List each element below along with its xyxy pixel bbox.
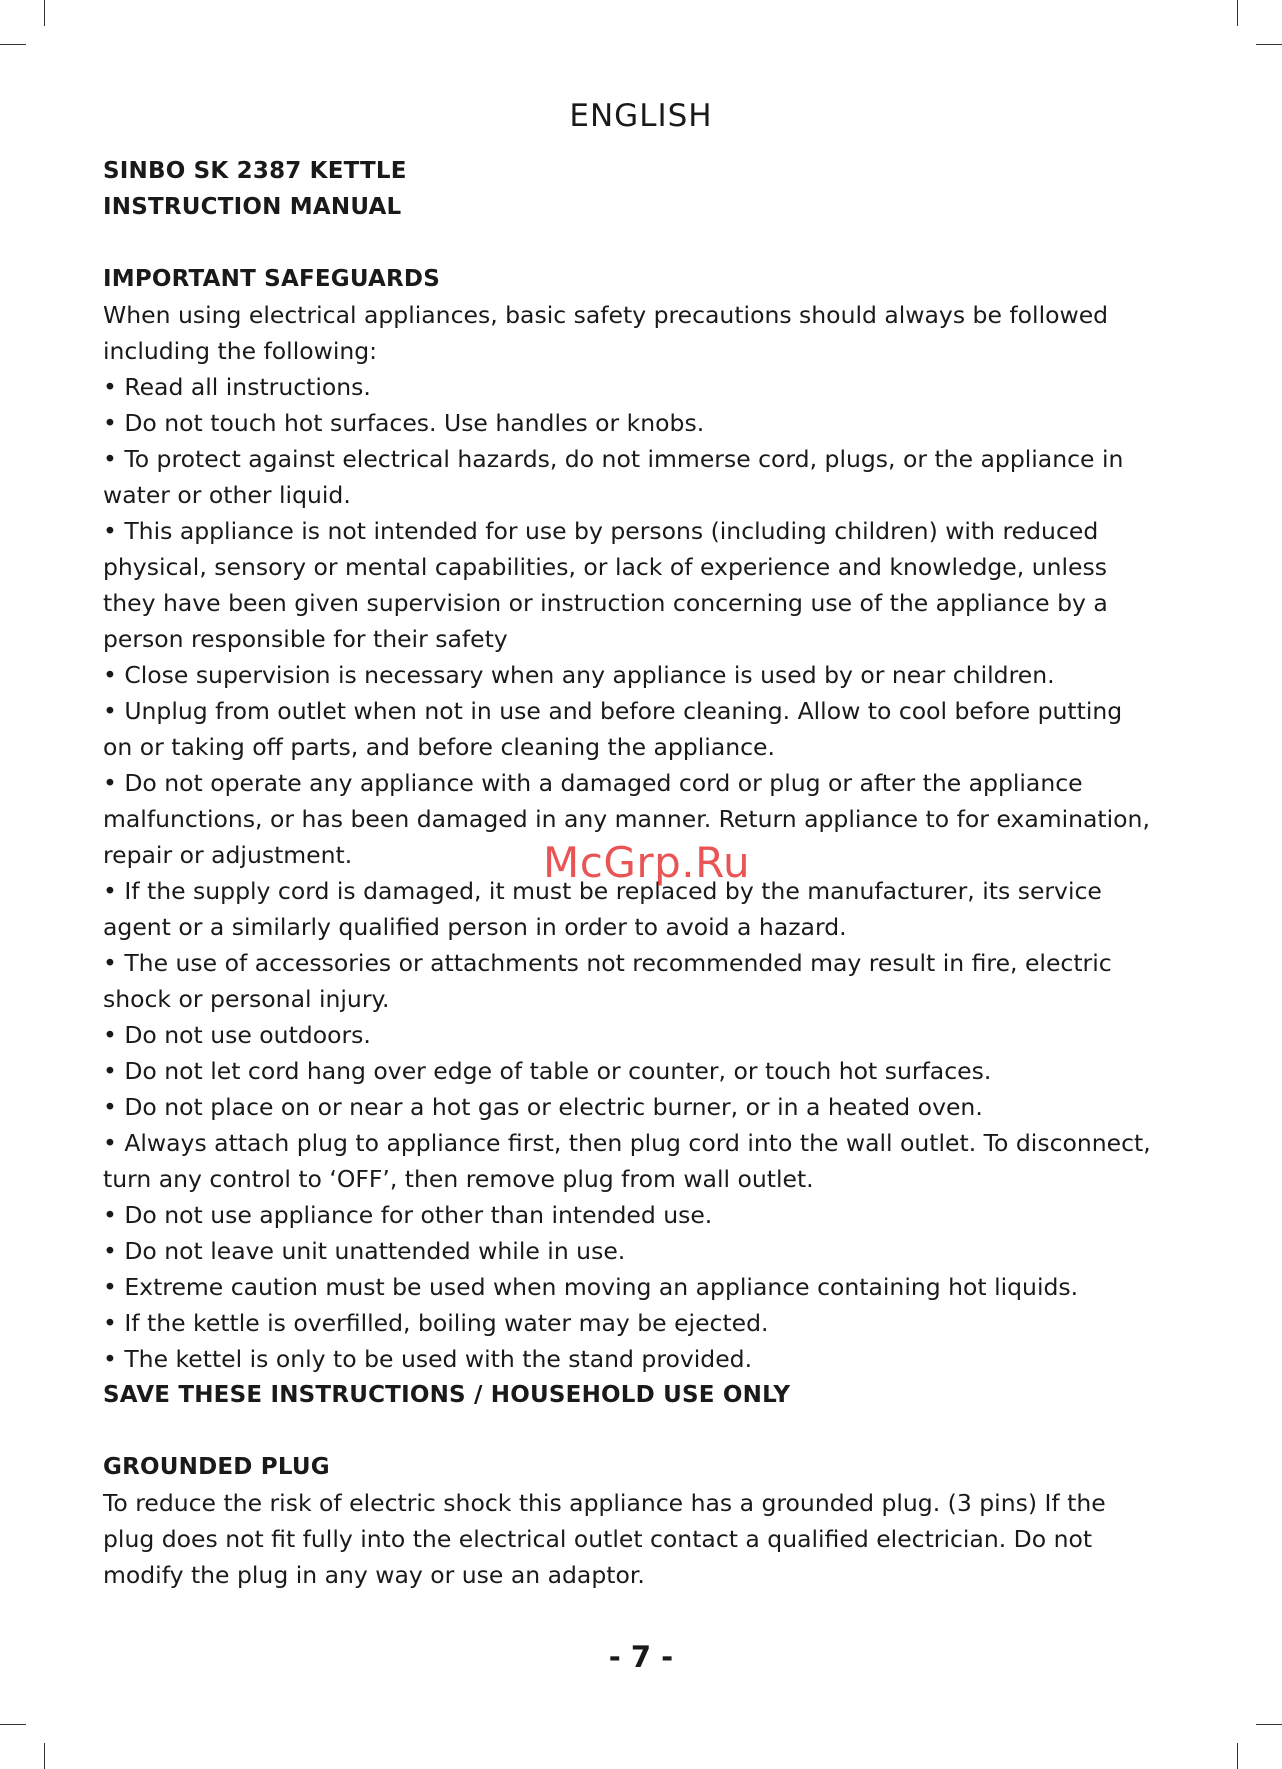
- safeguard-item: • The kettel is only to be used with the stand provided.: [103, 1345, 753, 1373]
- grounded-plug-text-line: modify the plug in any way or use an adaptor.: [103, 1561, 645, 1589]
- safeguard-item: • This appliance is not intended for use by persons (including children) with reduced: [103, 517, 1099, 545]
- crop-mark-bottom-left-h: [0, 1724, 26, 1725]
- safeguard-item: • Do not use outdoors.: [103, 1021, 371, 1049]
- safeguard-item-cont: agent or a similarly qualified person in order to avoid a hazard.: [103, 913, 847, 941]
- crop-mark-bottom-right-h: [1256, 1724, 1282, 1725]
- safeguard-item: • Do not touch hot surfaces. Use handles or knobs.: [103, 409, 705, 437]
- safeguard-item: • Do not place on or near a hot gas or electric burner, or in a heated oven.: [103, 1093, 983, 1121]
- safeguard-item: • Read all instructions.: [103, 373, 371, 401]
- safeguard-item: • The use of accessories or attachments not recommended may result in fire, electric: [103, 949, 1112, 977]
- safeguard-item-cont: physical, sensory or mental capabilities, or lack of experience and knowledge, unless: [103, 553, 1107, 581]
- crop-mark-bottom-left-v: [44, 1743, 45, 1769]
- safeguard-item-cont: on or taking off parts, and before cleaning the appliance.: [103, 733, 775, 761]
- language-heading: ENGLISH: [569, 98, 713, 134]
- grounded-plug-text-line: plug does not fit fully into the electrical outlet contact a qualified electrician. Do not: [103, 1525, 1093, 1553]
- save-instructions-notice: SAVE THESE INSTRUCTIONS / HOUSEHOLD USE ONLY: [103, 1382, 791, 1408]
- safeguards-intro-line: When using electrical appliances, basic safety precautions should always be followed: [103, 301, 1109, 329]
- page-number: - 7 -: [608, 1640, 674, 1674]
- grounded-plug-heading: GROUNDED PLUG: [103, 1454, 330, 1480]
- safeguards-intro-line: including the following:: [103, 337, 378, 365]
- safeguard-item: • Extreme caution must be used when moving an appliance containing hot liquids.: [103, 1273, 1079, 1301]
- crop-mark-top-left-h: [0, 44, 26, 45]
- safeguard-item: • Always attach plug to appliance first, then plug cord into the wall outlet. To disconnect,: [103, 1129, 1151, 1157]
- safeguard-item-cont: they have been given supervision or instruction concerning use of the appliance by a: [103, 589, 1108, 617]
- safeguard-item: • Do not let cord hang over edge of table or counter, or touch hot surfaces.: [103, 1057, 992, 1085]
- safeguard-item: • If the supply cord is damaged, it must be replaced by the manufacturer, its service: [103, 877, 1102, 905]
- crop-mark-top-left-v: [44, 0, 45, 26]
- safeguard-item-cont: water or other liquid.: [103, 481, 351, 509]
- safeguard-item: • Do not leave unit unattended while in use.: [103, 1237, 626, 1265]
- spacer: [103, 225, 1179, 261]
- safeguard-item-cont: shock or personal injury.: [103, 985, 390, 1013]
- safeguard-item: • Do not use appliance for other than intended use.: [103, 1201, 713, 1229]
- watermark: McGrp.Ru: [543, 838, 751, 887]
- safeguard-item: • Close supervision is necessary when any appliance is used by or near children.: [103, 661, 1055, 689]
- safeguard-item: • To protect against electrical hazards, do not immerse cord, plugs, or the appliance in: [103, 445, 1124, 473]
- safeguard-item-cont: person responsible for their safety: [103, 625, 508, 653]
- spacer: [103, 1413, 1179, 1449]
- crop-mark-bottom-right-v: [1237, 1743, 1238, 1769]
- safeguard-item-cont: malfunctions, or has been damaged in any manner. Return appliance to for examination,: [103, 805, 1150, 833]
- grounded-plug-text-line: To reduce the risk of electric shock this appliance has a grounded plug. (3 pins) If the: [103, 1489, 1106, 1517]
- safeguard-item-cont: repair or adjustment.: [103, 841, 353, 869]
- safeguard-item-cont: turn any control to ‘OFF’, then remove plug from wall outlet.: [103, 1165, 814, 1193]
- safeguard-item: • Unplug from outlet when not in use and before cleaning. Allow to cool before putting: [103, 697, 1123, 725]
- manual-subtitle: INSTRUCTION MANUAL: [103, 194, 402, 220]
- safeguards-heading: IMPORTANT SAFEGUARDS: [103, 266, 440, 292]
- crop-mark-top-right-v: [1237, 0, 1238, 26]
- crop-mark-top-right-h: [1256, 44, 1282, 45]
- safeguard-item: • Do not operate any appliance with a damaged cord or plug or after the appliance: [103, 769, 1083, 797]
- manual-title: SINBO SK 2387 KETTLE: [103, 158, 407, 184]
- safeguard-item: • If the kettle is overfilled, boiling water may be ejected.: [103, 1309, 769, 1337]
